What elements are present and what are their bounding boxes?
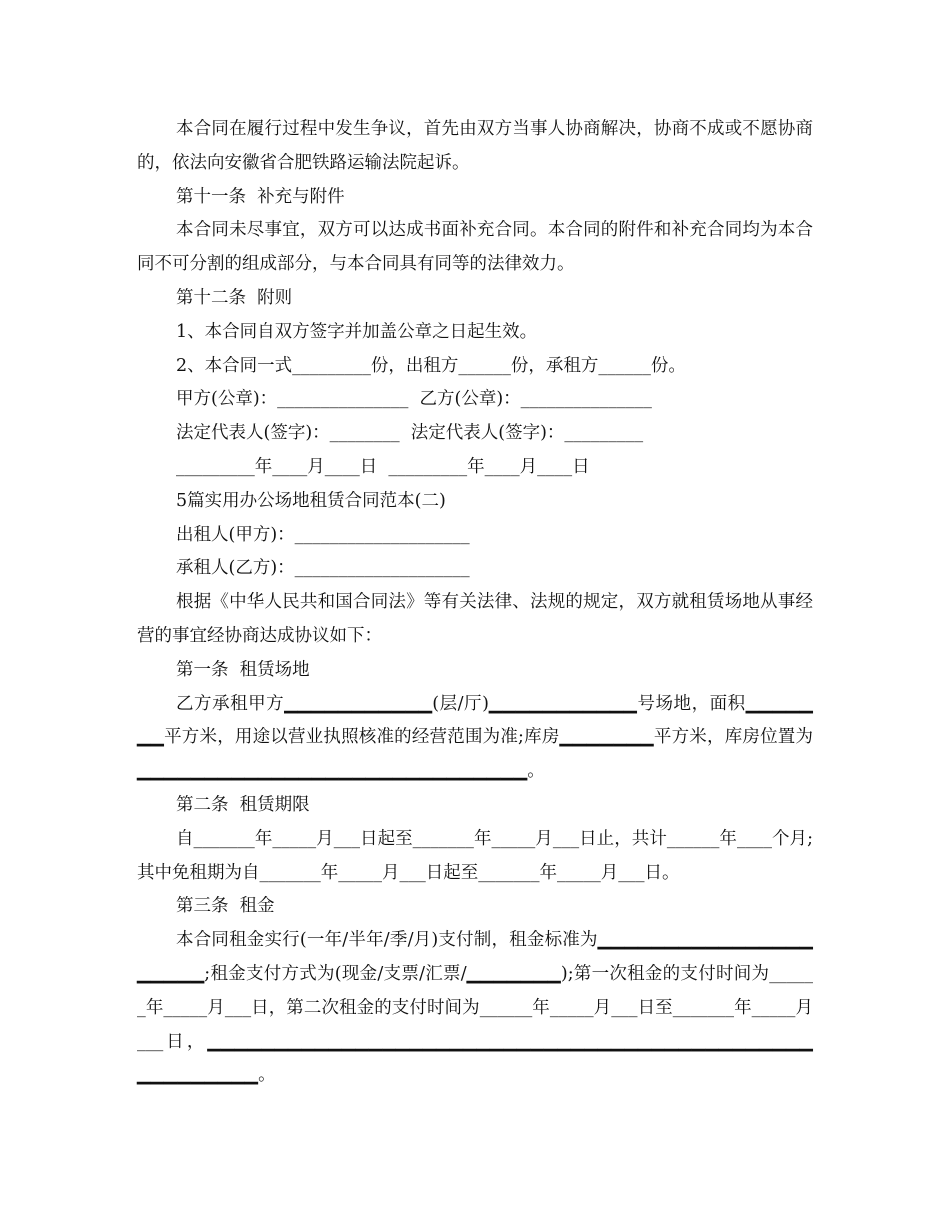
clause-item: 1、本合同自双方签字并加盖公章之日起生效。 [176, 321, 538, 342]
paragraph: 根据《中华人民共和国合同法》等有关法律、法规的规定，双方就租赁场地从事经营的事宜经协商达成协议如下： [137, 592, 813, 646]
paragraph: 本合同未尽事宜，双方可以达成书面补充合同。本合同的附件和补充合同均为本合同不可分割的组成部分，与本合同具有同等的法律效力。 [137, 220, 813, 275]
document-body [137, 113, 813, 1093]
clause-item: 2、本合同一式_________份，出租方______份，承租方______份。 [176, 355, 686, 376]
article-heading: 第三条 租金 [176, 896, 275, 917]
party-field: 承租人(乙方)：____________________ [176, 558, 470, 579]
paragraph: 自_______年_____月___日起至_______年_____月___日止，共计______年____个月;其中免租期为自_______年_____月___日起至_______年_____月___日。 [137, 828, 813, 883]
paragraph: 本合同租金实行(一年/半年/季/月)支付制，租金标准为▁▁▁▁▁▁▁▁▁▁▁▁▁▁▁▁▁▁▁▁▁;租金支付方式为(现金/支票/汇票/▁▁▁▁▁▁▁);第一次租金的支付时间为______年_____月___日，第二次租金的支付时间为______年_____月___日至_______年_____月___日，▁▁▁▁▁▁▁▁▁▁▁▁▁▁▁▁▁▁▁▁▁▁▁▁▁▁▁▁▁▁▁▁▁▁▁▁▁▁▁▁▁▁▁▁▁▁▁▁▁▁▁▁▁▁。 [137, 930, 813, 1086]
date-line: _________年____月____日 _________年____月____日 [176, 456, 590, 477]
signature-line: 甲方(公章)：_______________ 乙方(公章)：_______________ [176, 389, 652, 410]
paragraph: 乙方承租甲方▁▁▁▁▁▁▁▁▁▁▁(层/厅)▁▁▁▁▁▁▁▁▁▁▁号场地，面积▁▁▁▁▁▁▁平方米，用途以营业执照核准的经营范围为准;库房▁▁▁▁▁▁▁平方米，库房位置为▁▁▁▁▁▁▁▁▁▁▁▁▁▁▁▁▁▁▁▁▁▁▁▁▁▁▁▁▁。 [137, 693, 813, 782]
paragraph: 本合同在履行过程中发生争议，首先由双方当事人协商解决，协商不成或不愿协商的，依法向安徽省合肥铁路运输法院起诉。 [137, 119, 813, 173]
section-title: 5篇实用办公场地租赁合同范本(二) [176, 490, 446, 511]
party-field: 出租人(甲方)：____________________ [176, 524, 470, 545]
article-heading: 第二条 租赁期限 [176, 794, 310, 815]
signature-line: 法定代表人(签字)：________ 法定代表人(签字)：_________ [176, 423, 644, 444]
article-heading: 第十一条 补充与附件 [176, 186, 345, 207]
article-heading: 第一条 租赁场地 [176, 659, 310, 680]
article-heading: 第十二条 附则 [176, 287, 293, 308]
